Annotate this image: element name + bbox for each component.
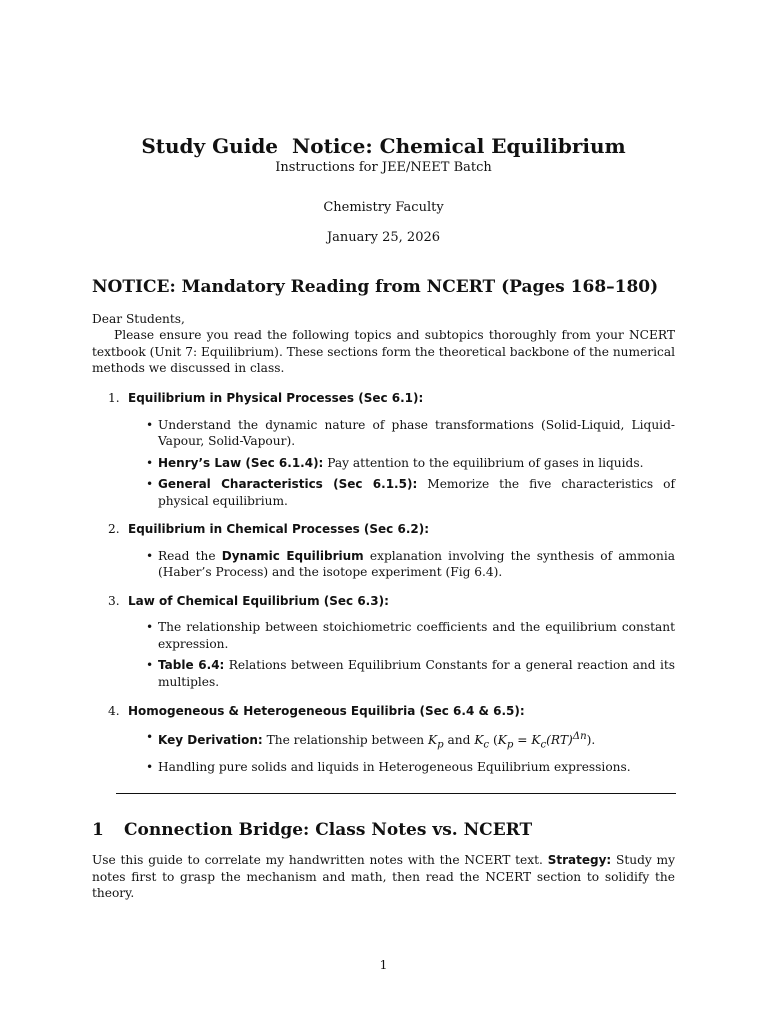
bullet-text: Pay attention to the equilibrium of gases in liquids. [323,455,644,470]
bullet-item [128,476,675,509]
bullet-icon: • [146,620,154,635]
topic-number: 1. [108,391,120,405]
bullet-item [128,548,675,581]
bullet-text: Handling pure solids and liquids in Heterogeneous Equilibrium expressions. [158,760,631,775]
bullet-icon: • [146,730,154,745]
bullet-item [128,759,675,776]
topic-number: 4. [108,703,120,718]
topic-item [92,703,675,776]
math-kc: $K_c$ [474,733,490,751]
section-paragraph: Use this guide to correlate my handwritten notes with the NCERT text. Strategy: Study my notes first to grasp the mechanism and math, then read the NCERT section to solidify the theory. [92,853,675,900]
section-number: 1 [92,820,104,840]
doc-author: Chemistry Faculty [323,200,444,215]
bullet-lead: Dynamic Equilibrium [221,548,364,563]
topic-item [92,521,675,581]
salutation: Dear Students, [92,312,185,326]
page-number: 1 [379,958,388,972]
doc-subtitle: Instructions for JEE/NEET Batch [275,160,492,175]
bullet-lead: Table 6.4: [158,658,225,673]
bullet-lead: Key Derivation: [158,733,263,748]
title-block [92,132,675,246]
bullet-item [128,417,675,450]
strategy-label: Strategy: [547,853,612,867]
bullet-list [128,729,675,776]
math-kp: $K_p$ [428,733,444,751]
bullet-text: The relationship between stoichiometric coefficients and the equilibrium constant expression. [158,620,675,651]
bullet-text: Relations between Equilibrium Constants for a general reaction and its multiples. [158,658,675,689]
bullet-text: The relationship between [262,733,429,748]
bullet-lead: Henry’s Law (Sec 6.1.4): [158,455,324,470]
topic-title: Homogeneous & Heterogeneous Equilibria (Sec 6.4 & 6.5): [128,703,525,718]
bullet-list [128,619,675,690]
topic-item [92,593,675,691]
bullet-icon: • [146,477,154,491]
bullet-item [128,619,675,652]
topic-title: Law of Chemical Equilibrium (Sec 6.3): [128,593,389,608]
intro-paragraph: Please ensure you read the following topics and subtopics thoroughly from your NCERT textbook (Unit 7: Equilibrium). These sections form the theoretical backbone of the numerical methods we discussed in class. [92,328,675,375]
topic-number: 2. [108,522,120,537]
bullet-item [128,657,675,690]
bullet-icon: • [146,658,154,673]
topic-item [92,390,675,509]
bullet-item [128,455,675,472]
bullet-pre: Read the [158,548,222,563]
section-heading [92,818,675,842]
bullet-icon: • [146,548,154,563]
topic-title: Equilibrium in Physical Processes (Sec 6.1): [128,391,424,405]
bullet-icon: • [146,760,154,775]
doc-date: January 25, 2026 [326,230,441,245]
bullet-icon: • [146,455,154,470]
topic-list [92,390,675,788]
bullet-item: • Key Derivation: The relationship between $K_p$ and $K_c$ $(K_p = K_c(RT)^{\Delta n})$. [146,730,596,751]
notice-heading: NOTICE: Mandatory Reading from NCERT (Pages 168–180) [92,277,659,297]
bullet-lead: General Characteristics (Sec 6.1.5): [158,477,418,491]
doc-title: Study Guide Notice: Chemical Equilibrium [141,134,626,158]
bullet-icon: • [146,417,154,432]
bullet-text: Memorize the five characteristics of physical equilibrium. [158,477,676,508]
bullet-list [128,417,675,510]
bullet-text: explanation involving the synthesis of ammonia (Haber’s Process) and the isotope experiment (Fig 6.4). [158,548,675,580]
bullet-list [128,548,675,581]
horizontal-rule [116,793,676,794]
topic-number: 3. [108,593,120,608]
bullet-text: Understand the dynamic nature of phase transformations (Solid-Liquid, Liquid-Vapour, Solid-Vapour). [158,417,675,448]
math-equation: $K_p = K_c(RT)^{\Delta n}$ [497,731,587,751]
topic-title: Equilibrium in Chemical Processes (Sec 6.2): [128,522,430,537]
section-title: Connection Bridge: Class Notes vs. NCERT [124,820,533,840]
